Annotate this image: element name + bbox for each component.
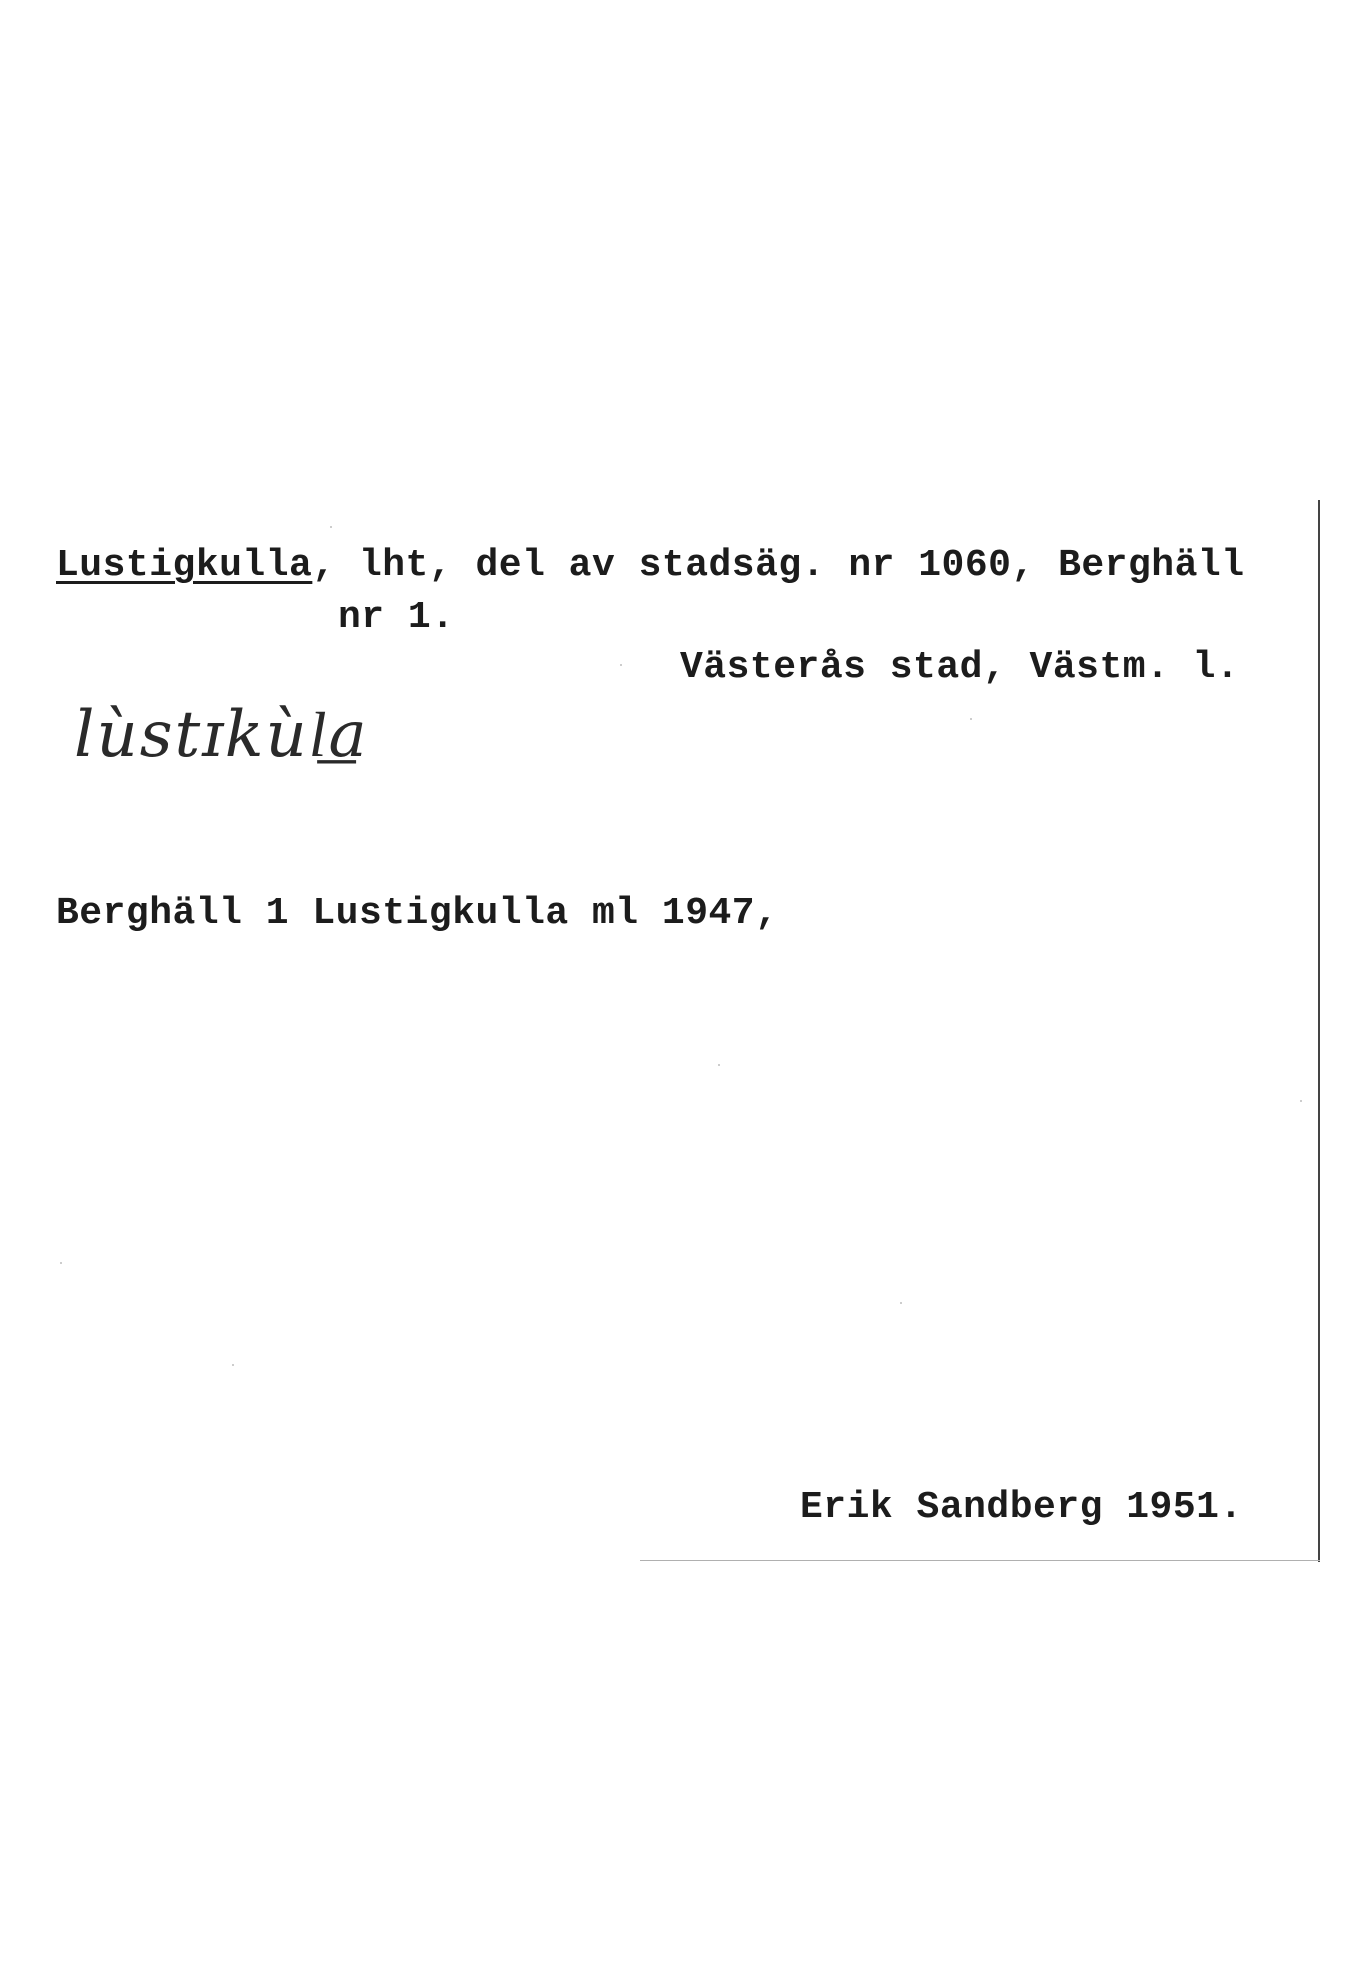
headword: Lustigkulla [56, 544, 313, 587]
scan-speck [232, 1364, 234, 1366]
scan-speck [60, 1262, 62, 1264]
card-bottom-edge [640, 1560, 1320, 1561]
entry-line-2: nr 1. [338, 596, 455, 639]
signature-line: Erik Sandberg 1951. [800, 1486, 1243, 1529]
scan-speck [970, 718, 972, 720]
scan-speck [718, 1064, 720, 1066]
handwritten-pronunciation [74, 690, 594, 800]
location-line: Västerås stad, Västm. l. [680, 646, 1240, 689]
scan-speck [1300, 1100, 1302, 1102]
pronunciation-text: lùstɪkùl͟a [74, 698, 369, 772]
scan-speck [900, 1302, 902, 1304]
entry-line-1 [56, 544, 1245, 588]
scan-speck [620, 664, 622, 666]
source-line: Berghäll 1 Lustigkulla ml 1947, [56, 892, 779, 935]
scan-speck [330, 526, 332, 528]
card-right-edge [1318, 500, 1320, 1562]
entry-line-1-rest: , lht, del av stadsäg. nr 1060, Berghäll [312, 544, 1245, 587]
